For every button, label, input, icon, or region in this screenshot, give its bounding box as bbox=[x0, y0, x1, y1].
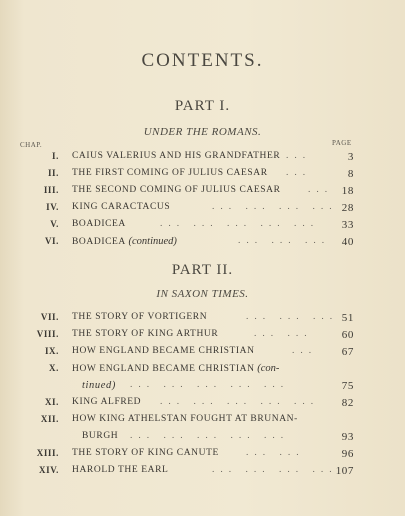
page-number: 67 bbox=[341, 346, 354, 358]
part-2-subtitle: IN SAXON TIMES. bbox=[156, 288, 249, 300]
page-column-label: PAGE bbox=[332, 139, 352, 147]
page-number: 93 bbox=[341, 431, 354, 443]
chapter-number: IV. bbox=[46, 202, 59, 212]
chapter-title: BOADICEA bbox=[72, 219, 126, 229]
chapter-title-italic: (continued) bbox=[125, 236, 177, 247]
toc-entry bbox=[0, 380, 405, 396]
page-number: 28 bbox=[341, 202, 354, 214]
toc-entry bbox=[0, 448, 405, 464]
chapter-number: XI. bbox=[44, 397, 59, 407]
leader-dots: ... bbox=[286, 168, 312, 178]
toc-entry bbox=[0, 397, 405, 413]
toc-entry bbox=[0, 185, 405, 201]
page-number: 75 bbox=[341, 380, 354, 392]
chapter-number: X. bbox=[49, 363, 59, 373]
part-1-subtitle: UNDER THE ROMANS. bbox=[143, 126, 262, 138]
chapter-title: THE FIRST COMING OF JULIUS CAESAR bbox=[72, 168, 268, 178]
chapter-number: V. bbox=[50, 219, 59, 229]
page-number: 3 bbox=[347, 151, 354, 163]
leader-dots: ... ... bbox=[254, 329, 313, 339]
toc-entry bbox=[0, 168, 405, 184]
leader-dots: ... ... ... bbox=[238, 236, 331, 246]
page-number: 60 bbox=[341, 329, 354, 341]
leader-dots: ... ... ... ... ... bbox=[130, 431, 290, 441]
chapter-number: XIII. bbox=[36, 448, 59, 458]
chapter-title-italic: (con- bbox=[254, 363, 280, 374]
toc-entry bbox=[0, 202, 405, 218]
chapter-number: III. bbox=[43, 185, 59, 195]
chapter-title: HOW ENGLAND BECAME CHRISTIAN bbox=[72, 346, 255, 356]
toc-entry bbox=[0, 431, 405, 447]
page-number: 107 bbox=[335, 465, 354, 477]
chapter-number: XII. bbox=[40, 414, 59, 424]
part-1-title: PART I. bbox=[174, 98, 231, 114]
leader-dots: ... bbox=[308, 185, 334, 195]
chapter-number: VII. bbox=[40, 312, 59, 322]
toc-entry bbox=[0, 236, 405, 252]
toc-entry bbox=[0, 414, 405, 430]
chapter-title: THE SECOND COMING OF JULIUS CAESAR bbox=[72, 185, 281, 195]
chapter-number: II. bbox=[47, 168, 59, 178]
toc-entry bbox=[0, 219, 405, 235]
leader-dots: ... bbox=[286, 151, 312, 161]
leader-dots: ... ... ... ... bbox=[212, 465, 338, 475]
chapter-title: KING ALFRED bbox=[72, 397, 142, 407]
chapter-number: XIV. bbox=[39, 465, 59, 475]
leader-dots: ... ... ... ... ... bbox=[130, 380, 290, 390]
chapter-title: BOADICEA (continued) bbox=[72, 236, 177, 247]
chapter-title: HAROLD THE EARL bbox=[72, 465, 169, 475]
toc-entry bbox=[0, 346, 405, 362]
chapter-title: KING CARACTACUS bbox=[72, 202, 171, 212]
toc-entry bbox=[0, 312, 405, 328]
chapter-number: VIII. bbox=[36, 329, 59, 339]
toc-entry bbox=[0, 329, 405, 345]
leader-dots: ... ... bbox=[246, 448, 305, 458]
chapter-number: I. bbox=[52, 151, 59, 161]
leader-dots: ... ... ... ... ... bbox=[160, 397, 320, 407]
chapter-number: VI. bbox=[44, 236, 59, 246]
chapter-title-continuation: BURGH bbox=[82, 431, 119, 441]
chapter-title: HOW ENGLAND BECAME CHRISTIAN (con- bbox=[72, 363, 280, 374]
toc-entry bbox=[0, 465, 405, 481]
chapter-title-continuation: tinued) bbox=[82, 380, 116, 391]
page-number: 18 bbox=[341, 185, 354, 197]
chap-column-label: CHAP. bbox=[20, 141, 43, 149]
page-number: 33 bbox=[341, 219, 354, 231]
leader-dots: ... ... ... bbox=[246, 312, 339, 322]
page-number: 51 bbox=[341, 312, 354, 324]
contents-heading: CONTENTS. bbox=[141, 50, 264, 71]
page-number: 82 bbox=[341, 397, 354, 409]
page-number: 40 bbox=[341, 236, 354, 248]
chapter-number: IX. bbox=[44, 346, 59, 356]
leader-dots: ... ... ... ... bbox=[212, 202, 338, 212]
part-2-title: PART II. bbox=[171, 262, 234, 278]
chapter-title: HOW KING ATHELSTAN FOUGHT AT BRUNAN- bbox=[72, 414, 298, 424]
page-number: 96 bbox=[341, 448, 354, 460]
page-number: 8 bbox=[347, 168, 354, 180]
toc-entry bbox=[0, 151, 405, 167]
leader-dots: ... bbox=[292, 346, 318, 356]
toc-entry bbox=[0, 363, 405, 379]
leader-dots: ... ... ... ... ... bbox=[160, 219, 320, 229]
chapter-title: THE STORY OF VORTIGERN bbox=[72, 312, 208, 322]
chapter-title: THE STORY OF KING CANUTE bbox=[72, 448, 219, 458]
chapter-title: CAIUS VALERIUS AND HIS GRANDFATHER bbox=[72, 151, 281, 161]
chapter-title: THE STORY OF KING ARTHUR bbox=[72, 329, 219, 339]
